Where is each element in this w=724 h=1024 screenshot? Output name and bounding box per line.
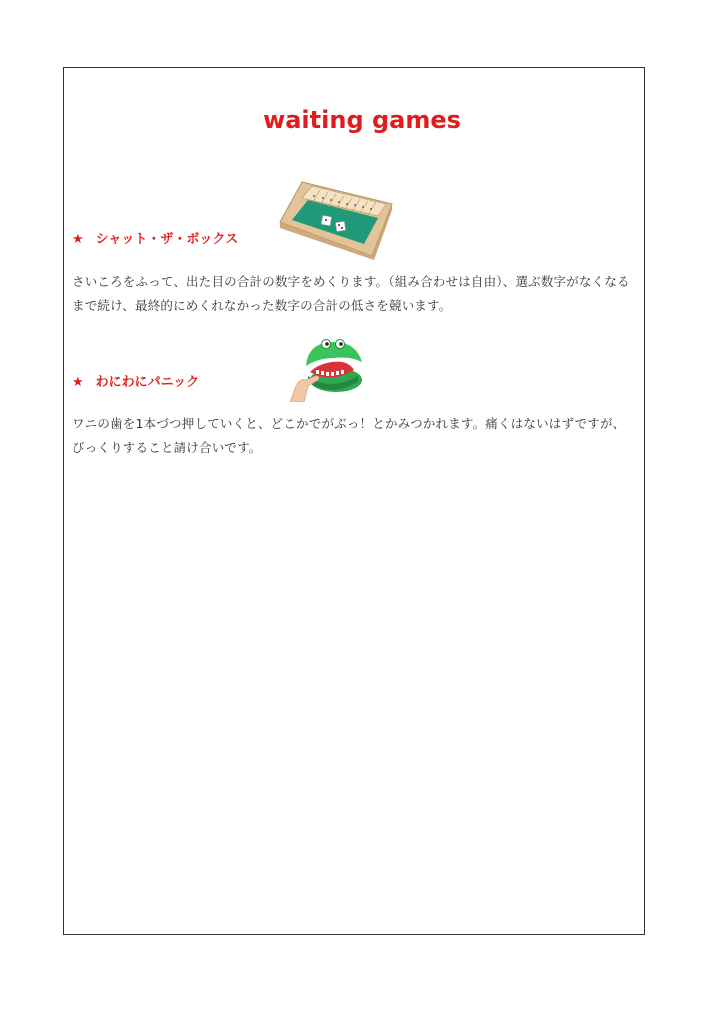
section-body-crocodile-panic: ワニの歯を1本づつ押していくと、どこかでがぶっ！とかみつかれます。痛くはないはずですが、びっくりすること請け合いです。 [72, 416, 626, 455]
section-heading-text: シャット・ザ・ボックス [95, 232, 239, 247]
document-title: waiting games [263, 106, 461, 134]
crocodile-dentist-game-icon [290, 336, 368, 402]
star-icon: ★ [72, 232, 84, 247]
section-body-shut-the-box: さいころをふって、出た目の合計の数字をめくります。（組み合わせは自由）、選ぶ数字がなくなるまで続け、最終的にめくれなかった数字の合計の低さを競います。 [72, 274, 630, 313]
section-heading-shut-the-box [72, 231, 238, 249]
section-heading-crocodile-panic [72, 374, 199, 392]
section-heading-text: わにわにパニック [95, 375, 200, 390]
shut-the-box-game-icon [278, 178, 394, 260]
star-icon: ★ [72, 375, 84, 390]
